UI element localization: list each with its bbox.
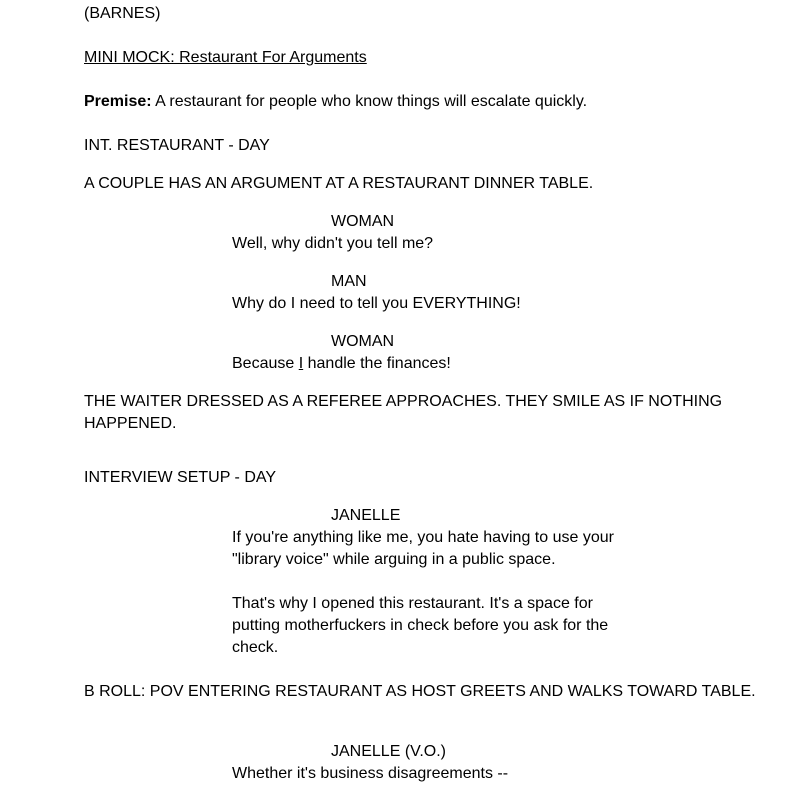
dialogue-woman-2-pre: Because [232,355,299,372]
script-title: MINI MOCK: Restaurant For Arguments [84,49,367,66]
dialogue-woman-1: Well, why didn't you tell me? [232,235,434,252]
character-janelle: JANELLE [331,507,401,524]
scene-heading-restaurant: INT. RESTAURANT - DAY [84,137,270,154]
dialogue-man-1: Why do I need to tell you EVERYTHING! [232,295,521,312]
scene-heading-interview: INTERVIEW SETUP - DAY [84,469,277,486]
dialogue-janelle-1-line-2: "library voice" while arguing in a public space. [232,551,556,568]
action-b-roll: B ROLL: POV ENTERING RESTAURANT AS HOST GREETS AND WALKS TOWARD TABLE. [84,683,756,700]
action-waiter-line-1: THE WAITER DRESSED AS A REFEREE APPROACHES. THEY SMILE AS IF NOTHING [84,393,723,410]
character-man: MAN [331,273,367,290]
action-couple: A COUPLE HAS AN ARGUMENT AT A RESTAURANT DINNER TABLE. [84,175,594,192]
character-woman-2: WOMAN [331,333,395,350]
character-woman: WOMAN [331,213,395,230]
premise-text: A restaurant for people who know things will escalate quickly. [151,93,588,110]
byline: (BARNES) [84,5,161,22]
dialogue-janelle-vo: Whether it's business disagreements -- [232,765,509,782]
dialogue-janelle-2-line-3: check. [232,639,279,656]
dialogue-janelle-2-line-2: putting motherfuckers in check before you ask for the [232,617,609,634]
action-waiter-line-2: HAPPENED. [84,415,177,432]
dialogue-woman-2-emphasis: I [298,355,304,372]
character-janelle-vo: JANELLE (V.O.) [331,743,447,760]
premise-label: Premise: [84,93,152,110]
premise-line [84,91,587,113]
dialogue-woman-2 [232,353,451,375]
dialogue-janelle-1-line-1: If you're anything like me, you hate having to use your [232,529,614,546]
dialogue-woman-2-post: handle the finances! [303,355,451,372]
dialogue-janelle-2-line-1: That's why I opened this restaurant. It's a space for [232,595,593,612]
